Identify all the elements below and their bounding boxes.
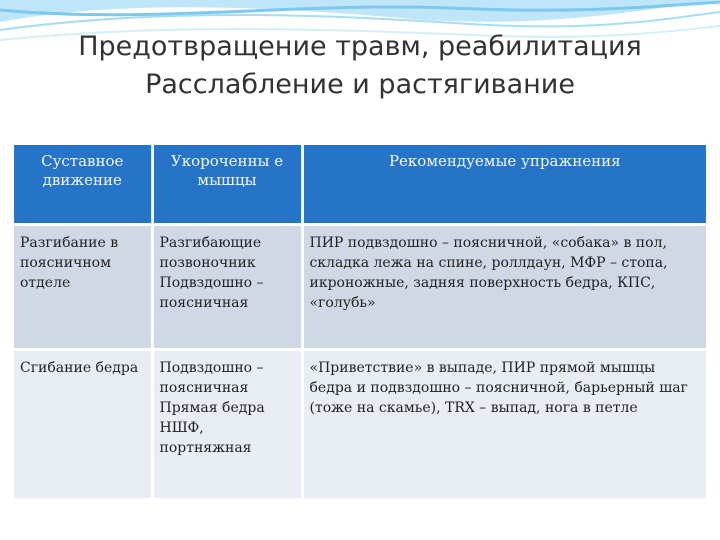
table-row: [14, 350, 706, 500]
title-line-1: Предотвращение травм, реабилитация: [78, 31, 642, 62]
cell-joint-movement: Сгибание бедра: [14, 350, 152, 500]
exercise-table: [14, 145, 706, 501]
cell-recommended-exercises: «Приветствие» в выпаде, ПИР прямой мышцы бедра и подвздошно – поясничной, барьерный шаг (тоже на скамье), TRX – выпад, нога в петле: [302, 350, 706, 500]
cell-joint-movement: Разгибание в поясничном отделе: [14, 225, 152, 350]
table-header-row: [14, 145, 706, 225]
header-shortened-muscles: Укороченны е мышцы: [152, 145, 302, 225]
cell-shortened-muscles: Подвздошно – поясничная Прямая бедра НШФ, портняжная: [152, 350, 302, 500]
cell-shortened-muscles: Разгибающие позвоночник Подвздошно – поясничная: [152, 225, 302, 350]
table-row: [14, 225, 706, 350]
header-recommended-exercises: Рекомендуемые упражнения: [302, 145, 706, 225]
page-title: [0, 28, 720, 104]
header-joint-movement: Суставное движение: [14, 145, 152, 225]
cell-recommended-exercises: ПИР подвздошно – поясничной, «собака» в пол, складка лежа на спине, роллдаун, МФР – стопа, икроножные, задняя поверхность бедра, КПС, «голубь»: [302, 225, 706, 350]
title-line-2: Расслабление и растягивание: [145, 69, 575, 100]
